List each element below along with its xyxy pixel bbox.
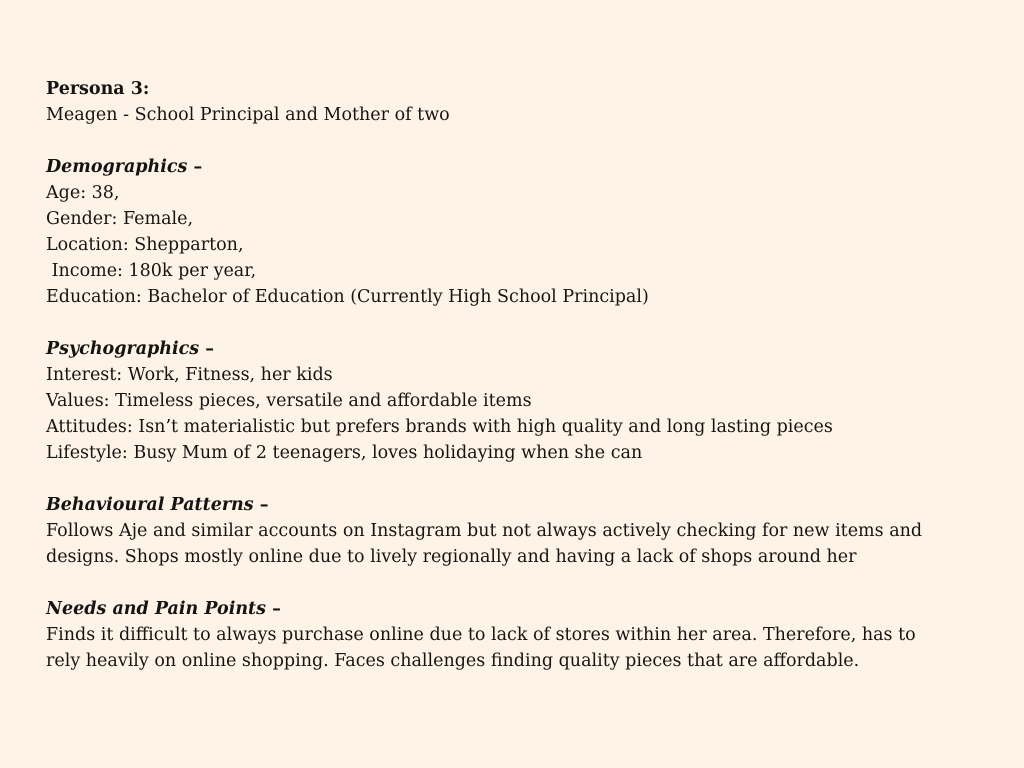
persona-title: Persona 3: xyxy=(46,79,150,99)
psychographics-attitudes: Attitudes: Isn’t materialistic but prefers brands with high quality and long lasting pieces xyxy=(46,417,833,437)
psychographics-interest: Interest: Work, Fitness, her kids xyxy=(46,365,333,385)
persona-subtitle: Meagen - School Principal and Mother of two xyxy=(46,105,450,125)
demographics-heading xyxy=(46,154,964,180)
behavioural-heading xyxy=(46,492,964,518)
psychographics-heading xyxy=(46,336,964,362)
demographics-education: Education: Bachelor of Education (Currently High School Principal) xyxy=(46,287,649,307)
needs-heading xyxy=(46,596,964,622)
demographics-income: Income: 180k per year, xyxy=(46,261,257,281)
psychographics-heading-dash: – xyxy=(199,339,214,359)
spacer xyxy=(46,310,964,336)
behavioural-heading-label: Behavioural Patterns xyxy=(46,495,254,515)
demographics-gender: Gender: Female, xyxy=(46,209,194,229)
psychographics-values: Values: Timeless pieces, versatile and affordable items xyxy=(46,391,532,411)
demographics-age: Age: 38, xyxy=(46,183,120,203)
needs-text: Finds it difficult to always purchase online due to lack of stores within her area. Therefore, has to rely heavily on online shopping. Faces challenges finding quality pieces that are affordable. xyxy=(46,625,916,671)
spacer xyxy=(46,570,964,596)
psychographics-heading-label: Psychographics xyxy=(46,339,200,359)
spacer xyxy=(46,466,964,492)
needs-heading-dash: – xyxy=(266,599,281,619)
demographics-location: Location: Shepparton, xyxy=(46,235,244,255)
behavioural-text: Follows Aje and similar accounts on Instagram but not always actively checking for new items and designs. Shops mostly online due to lively regionally and having a lack of shops around her xyxy=(46,521,923,567)
needs-heading-label: Needs and Pain Points xyxy=(46,599,266,619)
demographics-heading-dash: – xyxy=(187,157,203,177)
behavioural-heading-dash: – xyxy=(253,495,269,515)
psychographics-lifestyle: Lifestyle: Busy Mum of 2 teenagers, loves holidaying when she can xyxy=(46,443,643,463)
spacer xyxy=(46,128,964,154)
demographics-heading-label: Demographics xyxy=(46,157,188,177)
